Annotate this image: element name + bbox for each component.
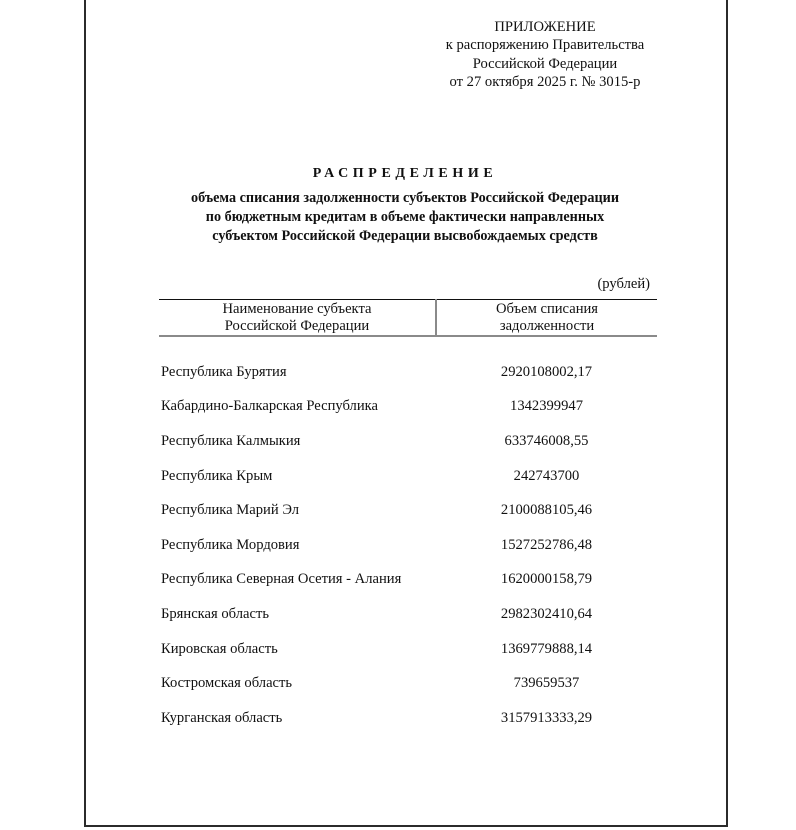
subject-name: Кировская область bbox=[161, 640, 278, 657]
header-subject-name-line-2: Российской Федерации bbox=[224, 318, 370, 334]
writeoff-amount: 2100088105,46 bbox=[500, 502, 593, 519]
table-row bbox=[159, 390, 657, 425]
document-subtitle-line-3: субъектом Российской Федерации высвобождаемых средств bbox=[212, 228, 598, 244]
header-subject-name-line-1: Наименование субъекта bbox=[222, 301, 372, 317]
units-label: (рублей) bbox=[597, 276, 650, 292]
document-subtitle-line-2: по бюджетным кредитам в объеме фактически направленных bbox=[205, 209, 605, 225]
subject-name: Республика Северная Осетия - Алания bbox=[161, 571, 402, 588]
header-subject-name bbox=[159, 300, 436, 337]
subject-name: Республика Мордовия bbox=[161, 536, 300, 553]
subject-name: Республика Крым bbox=[161, 467, 273, 484]
table-row bbox=[159, 632, 657, 667]
document-subtitle-line-1: объема списания задолженности субъектов Российской Федерации bbox=[190, 190, 619, 206]
writeoff-amount: 1620000158,79 bbox=[500, 571, 593, 588]
subject-name: Брянская область bbox=[161, 605, 270, 622]
appendix-heading: ПРИЛОЖЕНИЕ bbox=[494, 19, 596, 35]
subject-name: Республика Бурятия bbox=[161, 363, 287, 380]
document-title-block bbox=[160, 164, 650, 246]
subject-name: Республика Марий Эл bbox=[161, 502, 300, 519]
appendix-block bbox=[420, 18, 670, 91]
writeoff-amount: 1369779888,14 bbox=[500, 640, 593, 657]
header-writeoff-amount-line-1: Объем списания bbox=[495, 301, 599, 317]
table-row bbox=[159, 493, 657, 528]
subject-name: Кабардино-Балкарская Республика bbox=[161, 398, 378, 415]
document-title: РАСПРЕДЕЛЕНИЕ bbox=[312, 166, 498, 181]
appendix-line-3: от 27 октября 2025 г. № 3015-р bbox=[449, 73, 641, 90]
table-row bbox=[159, 336, 657, 390]
table-row bbox=[159, 528, 657, 563]
writeoff-amount: 1527252786,48 bbox=[500, 536, 593, 553]
table-row bbox=[159, 459, 657, 494]
distribution-table bbox=[159, 299, 657, 736]
writeoff-amount: 739659537 bbox=[513, 675, 580, 692]
table-row bbox=[159, 666, 657, 701]
table-row bbox=[159, 597, 657, 632]
writeoff-amount: 633746008,55 bbox=[504, 432, 589, 449]
header-writeoff-amount bbox=[436, 300, 657, 337]
writeoff-amount: 1342399947 bbox=[510, 398, 583, 415]
writeoff-amount: 2920108002,17 bbox=[500, 363, 593, 380]
table-row bbox=[159, 424, 657, 459]
writeoff-amount: 3157913333,29 bbox=[500, 709, 593, 726]
appendix-line-1: к распоряжению Правительства bbox=[445, 37, 645, 54]
writeoff-amount: 242743700 bbox=[513, 467, 580, 484]
table-row bbox=[159, 563, 657, 598]
appendix-line-2: Российской Федерации bbox=[472, 55, 618, 72]
subject-name: Костромская область bbox=[161, 675, 293, 692]
table-header-row bbox=[159, 300, 657, 337]
header-writeoff-amount-line-2: задолженности bbox=[499, 318, 595, 334]
subject-name: Курганская область bbox=[161, 709, 283, 726]
subject-name: Республика Калмыкия bbox=[161, 432, 301, 449]
writeoff-amount: 2982302410,64 bbox=[500, 605, 593, 622]
table-row bbox=[159, 701, 657, 736]
